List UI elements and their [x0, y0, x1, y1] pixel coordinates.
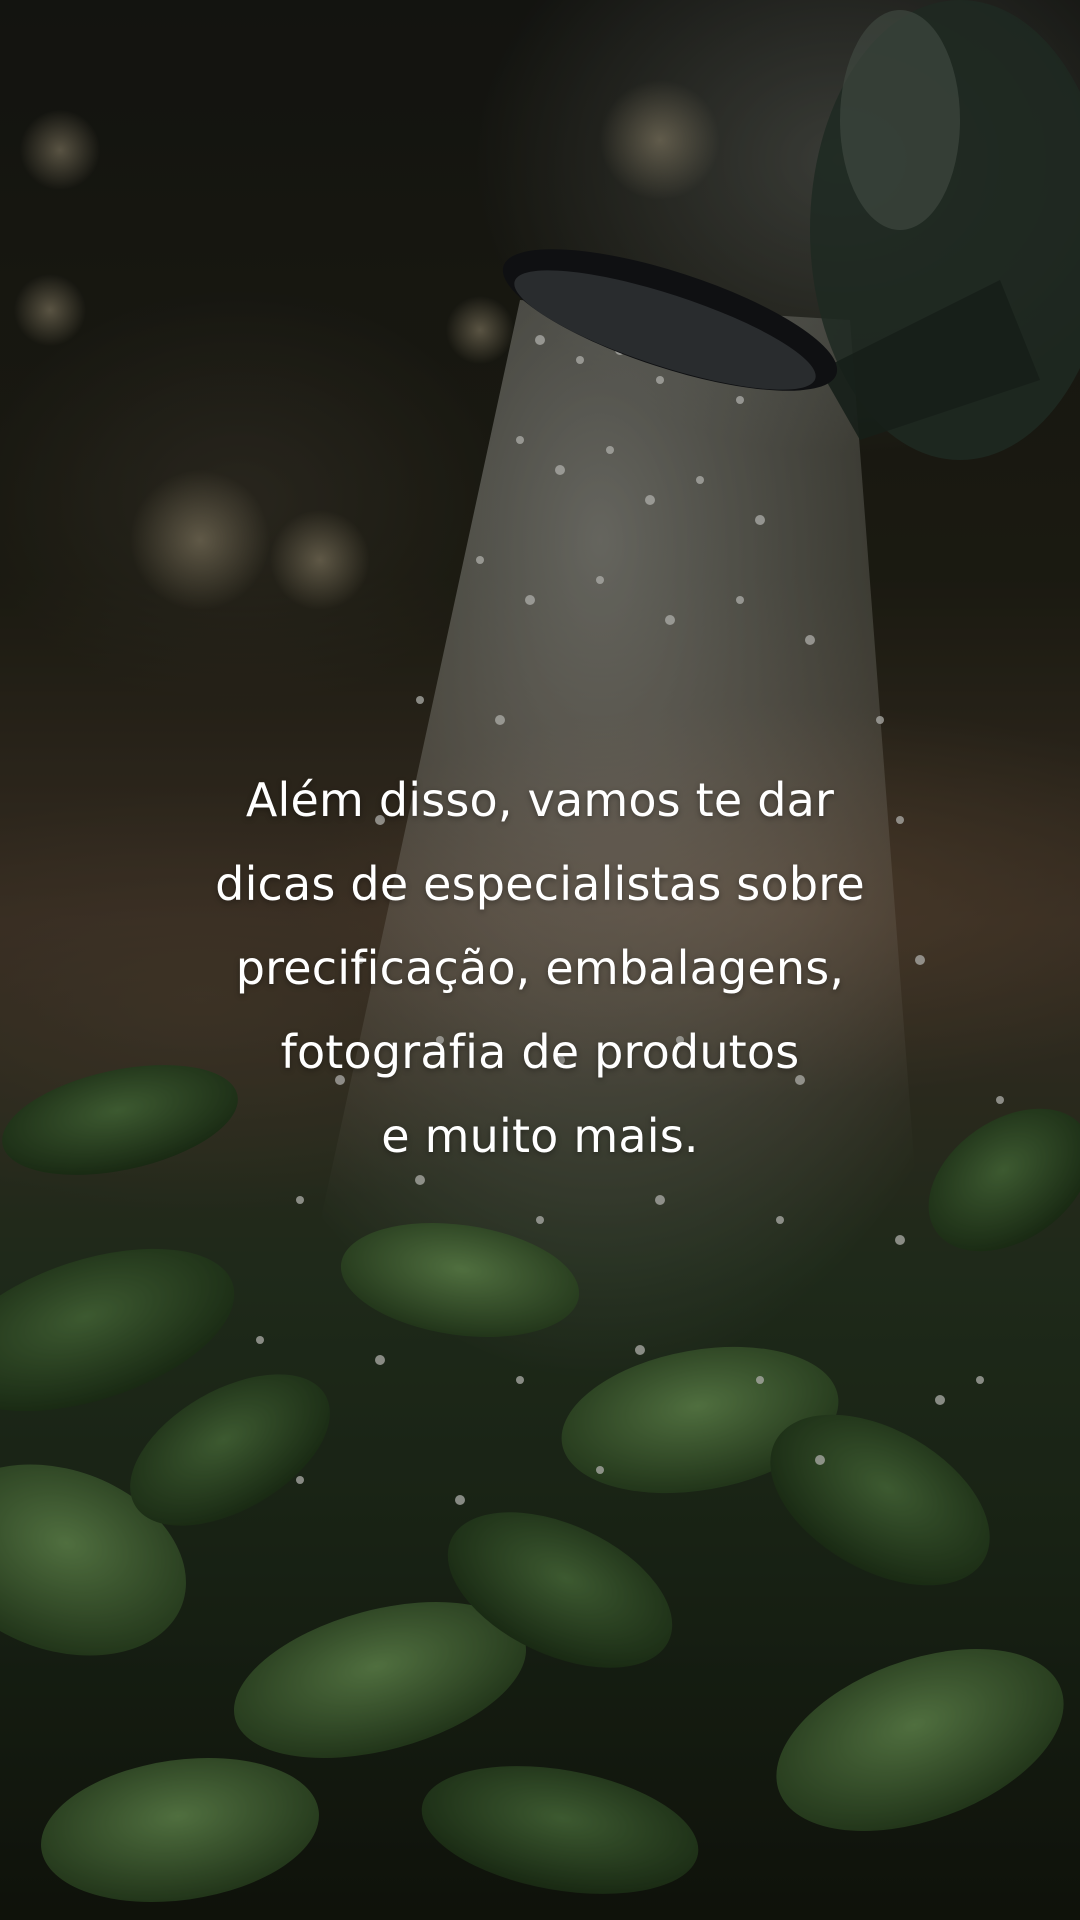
caption-line-2: dicas de especialistas sobre — [215, 857, 865, 911]
caption-line-4: fotografia de produtos — [280, 1025, 800, 1079]
caption-line-5: e muito mais. — [381, 1109, 699, 1163]
story-caption — [90, 758, 990, 1178]
caption-line-1: Além disso, vamos te dar — [245, 773, 835, 827]
caption-line-3: precificação, embalagens, — [235, 941, 845, 995]
